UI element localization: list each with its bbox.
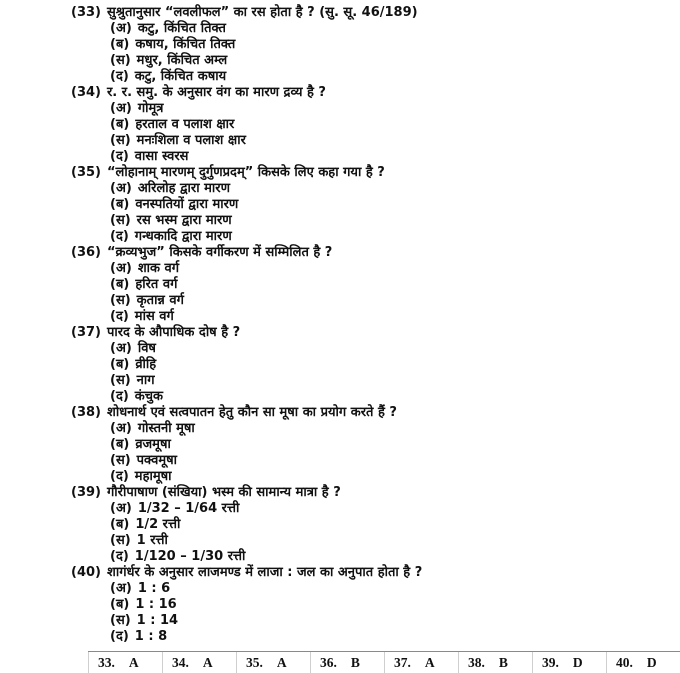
option-text: अरिलोह द्वारा मारण	[137, 181, 230, 196]
answer-cell-35	[236, 652, 310, 673]
question-text: शागंर्धर के अनुसार लाजमण्ड में लाजा : जल का अनुपात होता है ?	[106, 565, 423, 580]
option-d	[0, 229, 680, 245]
option-c	[0, 373, 680, 389]
option-label: (ब)	[110, 437, 130, 452]
answer-cell-38	[458, 652, 532, 673]
option-text: 1/32 – 1/64 रत्ती	[137, 501, 240, 516]
option-label: (ब)	[110, 117, 130, 132]
answer-letter: D	[646, 654, 657, 670]
answer-letter: B	[498, 654, 508, 670]
option-label: (अ)	[110, 341, 132, 356]
option-text: 1/120 – 1/30 रत्ती	[134, 549, 246, 564]
question-number: (40)	[71, 565, 101, 580]
option-text: 1 : 16	[135, 597, 177, 612]
option-label: (अ)	[110, 21, 132, 36]
answer-key-row	[88, 651, 680, 673]
option-label: (ब)	[110, 597, 130, 612]
answer-question-number: 37.	[394, 654, 411, 670]
option-d	[0, 389, 680, 405]
answer-cell-39	[532, 652, 606, 673]
answer-question-number: 36.	[320, 654, 337, 670]
option-label: (ब)	[110, 197, 130, 212]
question-heading	[0, 165, 680, 181]
question-33	[0, 5, 680, 85]
option-text: शाक वर्ग	[137, 261, 180, 276]
question-38	[0, 405, 680, 485]
option-label: (अ)	[110, 421, 132, 436]
question-text: पारद के औपाधिक दोष है ?	[106, 325, 241, 340]
question-37	[0, 325, 680, 405]
option-label: (द)	[110, 149, 129, 164]
answer-letter: A	[202, 654, 213, 670]
option-text: गोमूत्र	[137, 101, 164, 116]
option-text: गन्धकादि द्वारा मारण	[134, 229, 232, 244]
option-a	[0, 181, 680, 197]
option-a	[0, 581, 680, 597]
option-c	[0, 533, 680, 549]
answer-letter: A	[276, 654, 287, 670]
question-text: “लोहानाम् मारणम् दुर्गुणप्रदम्” किसके लिए कहा गया है ?	[106, 165, 385, 180]
question-heading	[0, 5, 680, 21]
option-b	[0, 117, 680, 133]
option-label: (द)	[110, 629, 129, 644]
option-c	[0, 613, 680, 629]
option-label: (द)	[110, 69, 129, 84]
option-c	[0, 453, 680, 469]
option-text: वासा स्वरस	[134, 149, 189, 164]
option-text: हरित वर्ग	[135, 277, 178, 292]
option-label: (स)	[110, 453, 131, 468]
option-b	[0, 597, 680, 613]
option-d	[0, 309, 680, 325]
option-c	[0, 133, 680, 149]
option-a	[0, 261, 680, 277]
option-text: कंचुक	[134, 389, 164, 404]
option-text: रस भस्म द्वारा मारण	[136, 213, 232, 228]
option-d	[0, 69, 680, 85]
option-label: (स)	[110, 373, 131, 388]
option-text: 1 : 6	[137, 581, 171, 596]
option-text: मनःशिला व पलाश क्षार	[136, 133, 246, 148]
option-label: (द)	[110, 389, 129, 404]
answer-letter: A	[424, 654, 435, 670]
question-34	[0, 85, 680, 165]
option-b	[0, 197, 680, 213]
question-text: सुश्रुतानुसार “लवलीफल” का रस होता है ? (सु. सू. 46/189)	[106, 5, 418, 20]
option-text: 1 रत्ती	[136, 533, 168, 548]
answer-question-number: 38.	[468, 654, 485, 670]
option-text: गोस्तनी मूषा	[137, 421, 195, 436]
option-text: व्रीहि	[135, 357, 157, 372]
option-text: महामूषा	[134, 469, 172, 484]
option-text: कषाय, किंचित तिक्त	[135, 37, 236, 52]
option-text: 1 : 14	[136, 613, 179, 628]
option-d	[0, 469, 680, 485]
option-b	[0, 437, 680, 453]
option-a	[0, 501, 680, 517]
question-heading	[0, 485, 680, 501]
option-label: (स)	[110, 293, 131, 308]
answer-question-number: 40.	[616, 654, 633, 670]
option-b	[0, 277, 680, 293]
option-d	[0, 549, 680, 565]
option-text: विष	[137, 341, 156, 356]
option-label: (ब)	[110, 277, 130, 292]
answer-question-number: 39.	[542, 654, 559, 670]
option-text: कटु, किंचित कषाय	[134, 69, 227, 84]
answer-letter: B	[350, 654, 360, 670]
option-label: (द)	[110, 309, 129, 324]
option-label: (अ)	[110, 181, 132, 196]
option-a	[0, 101, 680, 117]
question-35	[0, 165, 680, 245]
option-a	[0, 421, 680, 437]
question-heading	[0, 85, 680, 101]
question-text: गौरीपाषाण (संखिया) भस्म की सामान्य मात्रा है ?	[106, 485, 341, 500]
question-heading	[0, 565, 680, 581]
answer-cell-36	[310, 652, 384, 673]
option-text: हरताल व पलाश क्षार	[135, 117, 235, 132]
question-heading	[0, 405, 680, 421]
question-number: (35)	[71, 165, 101, 180]
option-c	[0, 213, 680, 229]
option-b	[0, 357, 680, 373]
option-a	[0, 341, 680, 357]
option-text: मांस वर्ग	[134, 309, 174, 324]
option-c	[0, 53, 680, 69]
answer-cell-37	[384, 652, 458, 673]
option-d	[0, 629, 680, 645]
question-text: “क्रव्यभुज” किसके वर्गीकरण में सम्मिलित है ?	[106, 245, 333, 260]
option-text: कृतान्न वर्ग	[136, 293, 184, 308]
option-text: 1/2 रत्ती	[135, 517, 181, 532]
option-text: नाग	[136, 373, 155, 388]
question-number: (38)	[71, 405, 101, 420]
option-label: (स)	[110, 53, 131, 68]
option-label: (स)	[110, 133, 131, 148]
option-label: (स)	[110, 213, 131, 228]
option-text: वनस्पतियों द्वारा मारण	[135, 197, 239, 212]
option-b	[0, 37, 680, 53]
question-heading	[0, 325, 680, 341]
question-36	[0, 245, 680, 325]
question-number: (33)	[71, 5, 101, 20]
answer-cell-40	[606, 652, 680, 673]
option-text: व्रजमूषा	[135, 437, 171, 452]
option-label: (ब)	[110, 517, 130, 532]
answer-cell-34	[162, 652, 236, 673]
option-label: (स)	[110, 533, 131, 548]
option-label: (अ)	[110, 101, 132, 116]
answer-question-number: 33.	[98, 654, 115, 670]
option-b	[0, 517, 680, 533]
option-label: (स)	[110, 613, 131, 628]
question-text: र. र. समु. के अनुसार वंग का मारण द्रव्य है ?	[106, 85, 326, 100]
option-text: पक्वमूषा	[136, 453, 178, 468]
option-label: (अ)	[110, 261, 132, 276]
option-label: (ब)	[110, 357, 130, 372]
option-c	[0, 293, 680, 309]
question-heading	[0, 245, 680, 261]
option-label: (द)	[110, 469, 129, 484]
option-label: (द)	[110, 549, 129, 564]
answer-cell-33	[88, 652, 162, 673]
question-text: शोधनार्थ एवं सत्वपातन हेतु कौन सा मूषा का प्रयोग करते हैं ?	[106, 405, 397, 420]
answer-letter: A	[128, 654, 139, 670]
option-text: कटु, किंचित तिक्त	[137, 21, 226, 36]
option-label: (अ)	[110, 581, 132, 596]
option-a	[0, 21, 680, 37]
question-number: (36)	[71, 245, 101, 260]
answer-question-number: 34.	[172, 654, 189, 670]
question-number: (39)	[71, 485, 101, 500]
answer-question-number: 35.	[246, 654, 263, 670]
option-d	[0, 149, 680, 165]
option-text: 1 : 8	[134, 629, 168, 644]
option-text: मधुर, किंचित अम्ल	[136, 53, 228, 68]
question-number: (37)	[71, 325, 101, 340]
question-40	[0, 565, 680, 645]
question-39	[0, 485, 680, 565]
question-number: (34)	[71, 85, 101, 100]
answer-letter: D	[572, 654, 583, 670]
option-label: (ब)	[110, 37, 130, 52]
option-label: (द)	[110, 229, 129, 244]
option-label: (अ)	[110, 501, 132, 516]
